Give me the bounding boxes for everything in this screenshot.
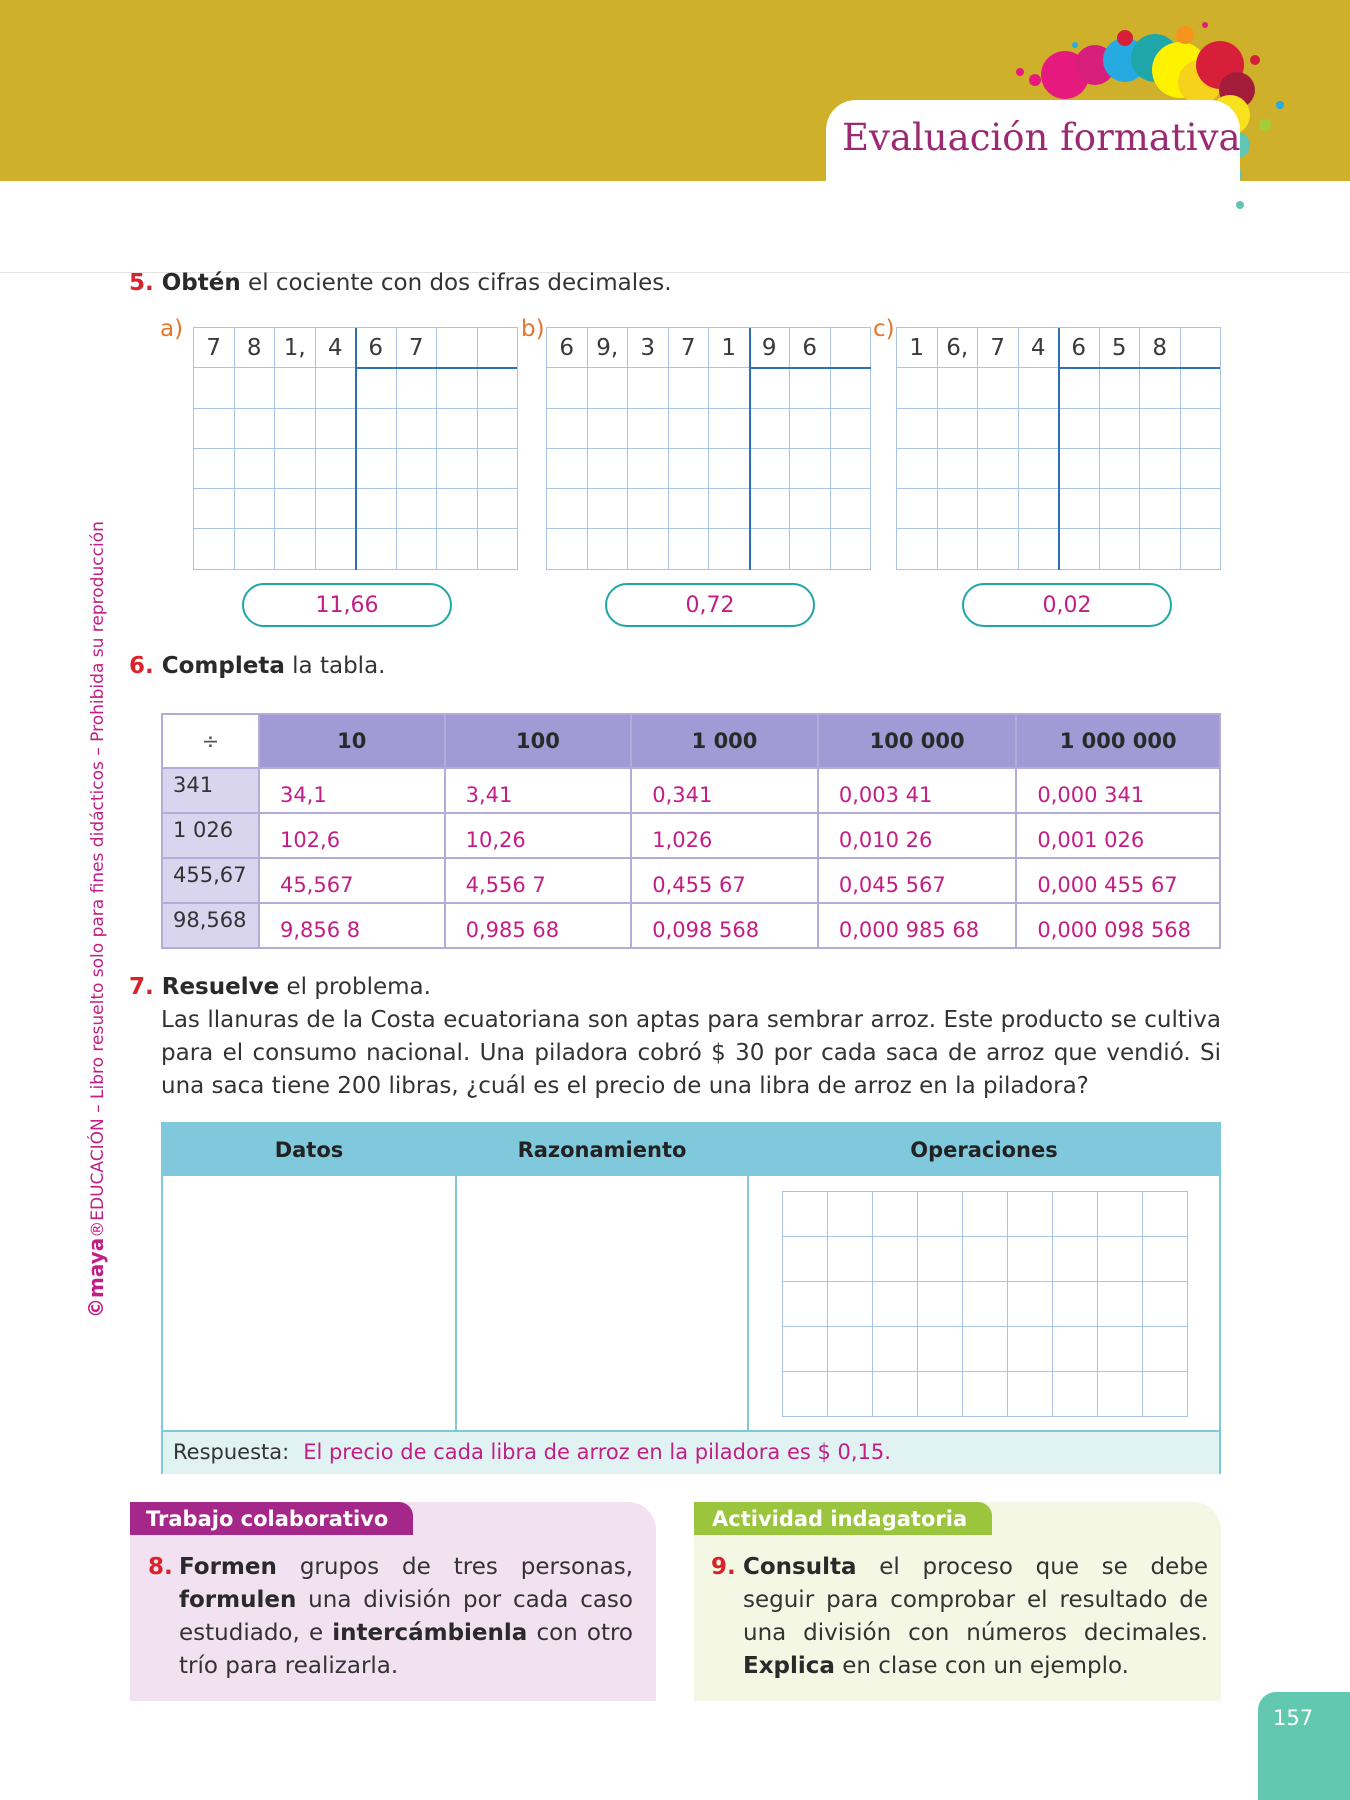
grid-cell: 9, <box>588 328 629 368</box>
column-header: 1 000 <box>631 714 818 768</box>
research-activity-tag: Actividad indagatoria <box>694 1502 992 1535</box>
division-bracket-vertical <box>749 328 751 570</box>
copyright-sidebar <box>84 521 108 1318</box>
grid-cell: 5 <box>1100 328 1141 368</box>
grid-cell: 6 <box>790 328 831 368</box>
grid-cell: 6 <box>547 328 588 368</box>
activity-verb: formulen <box>179 1587 297 1613</box>
activity-text: una división por cada caso estudiado, e <box>179 1587 633 1646</box>
grid-cell: 6 <box>356 328 397 368</box>
division-bracket-horizontal <box>355 367 517 369</box>
grid-cell: 7 <box>194 328 235 368</box>
row-header: 341 <box>162 768 259 813</box>
table-cell[interactable]: 0,000 341 <box>1016 768 1220 813</box>
question-text: el cociente con dos cifras decimales. <box>240 270 672 296</box>
page-number: 157 <box>1258 1692 1350 1800</box>
grid-cell: 6, <box>938 328 979 368</box>
grid-cell: 1 <box>709 328 750 368</box>
activity-text: grupos de tres personas, <box>276 1554 633 1580</box>
grid-cell: 9 <box>750 328 791 368</box>
grid-cell: 4 <box>316 328 357 368</box>
table-cell[interactable]: 10,26 <box>445 813 632 858</box>
table-cell[interactable]: 0,985 68 <box>445 903 632 948</box>
table-header-row <box>162 714 1220 768</box>
question-text: la tabla. <box>284 653 386 679</box>
activity-verb: Explica <box>743 1653 835 1679</box>
question-verb: Resuelve <box>161 974 280 1000</box>
maya-brand: ©maya <box>84 1237 108 1318</box>
grid-cell: 1 <box>897 328 938 368</box>
table-cell[interactable]: 0,010 26 <box>818 813 1017 858</box>
table-cell[interactable]: 0,000 455 67 <box>1016 858 1220 903</box>
header-razonamiento: Razonamiento <box>517 1138 687 1162</box>
column-header: 100 <box>445 714 632 768</box>
column-divider <box>455 1124 457 1430</box>
division-bracket-vertical <box>1058 328 1060 570</box>
copyright-text: ®EDUCACIÓN – Libro resuelto solo para fines didácticos – Prohibida su reproducción <box>88 521 108 1238</box>
activity-verb: Consulta <box>743 1554 857 1580</box>
header-datos: Datos <box>274 1138 344 1162</box>
grid-cell: 4 <box>1019 328 1060 368</box>
question-verb: Obtén <box>161 270 241 296</box>
table-cell[interactable]: 4,556 7 <box>445 858 632 903</box>
operations-grid[interactable] <box>782 1191 1188 1417</box>
division-bracket-vertical <box>355 328 357 570</box>
table-cell[interactable]: 0,001 026 <box>1016 813 1220 858</box>
question-5 <box>129 270 672 296</box>
problem-statement: Las llanuras de la Costa ecuatoriana son aptas para sembrar arroz. Este producto se cultiva para el consumo nacional. Una piladora cobró $ 30 por cada saca de arroz que vendió. Si una saca tiene 200 libras, ¿cuál es el precio de una libra de arroz en la piladora? <box>161 1007 1221 1099</box>
division-bracket-horizontal <box>1058 367 1220 369</box>
collaborative-work-tag: Trabajo colaborativo <box>130 1502 413 1535</box>
table-cell[interactable]: 9,856 8 <box>259 903 445 948</box>
table-row <box>162 768 1220 813</box>
grid-cell <box>437 328 478 368</box>
answer-text[interactable]: El precio de cada libra de arroz en la piladora es $ 0,15. <box>303 1440 891 1464</box>
table-cell[interactable]: 0,045 567 <box>818 858 1017 903</box>
division-grid-b[interactable] <box>546 327 871 570</box>
table-cell[interactable]: 45,567 <box>259 858 445 903</box>
table-cell[interactable]: 3,41 <box>445 768 632 813</box>
activity-verb: intercámbienla <box>332 1620 528 1646</box>
page-title: Evaluación formativa <box>842 116 1241 159</box>
question-6 <box>129 653 385 679</box>
division-symbol: ÷ <box>162 714 259 768</box>
activity-number: 8. <box>148 1554 173 1580</box>
table-row <box>162 813 1220 858</box>
division-grid-c[interactable] <box>896 327 1221 570</box>
row-header: 455,67 <box>162 858 259 903</box>
question-number: 6. <box>129 653 154 679</box>
grid-cell <box>831 328 872 368</box>
question-number: 5. <box>129 270 154 296</box>
table-cell[interactable]: 102,6 <box>259 813 445 858</box>
row-header: 1 026 <box>162 813 259 858</box>
grid-cell <box>478 328 519 368</box>
division-grid-a[interactable] <box>193 327 518 570</box>
activity-text: con otro trío para realizarla. <box>179 1620 633 1679</box>
answer-pill-a[interactable]: 11,66 <box>242 583 452 627</box>
grid-cell: 7 <box>397 328 438 368</box>
table-cell[interactable]: 0,455 67 <box>631 858 818 903</box>
column-header: 10 <box>259 714 445 768</box>
table-cell[interactable]: 0,341 <box>631 768 818 813</box>
grid-cell: 3 <box>628 328 669 368</box>
table-row <box>162 858 1220 903</box>
table-cell[interactable]: 0,098 568 <box>631 903 818 948</box>
row-header: 98,568 <box>162 903 259 948</box>
grid-cell <box>1181 328 1222 368</box>
activity-9 <box>711 1551 1208 1683</box>
question-number: 7. <box>129 974 154 1000</box>
division-bracket-horizontal <box>749 367 871 369</box>
grid-cell: 7 <box>669 328 710 368</box>
grid-cell: 8 <box>235 328 276 368</box>
activity-8 <box>148 1551 633 1683</box>
division-label-b: b) <box>521 316 545 342</box>
activity-text: el proceso que se debe seguir para comprobar el resultado de una división con números decimales. <box>743 1554 1208 1646</box>
table-cell[interactable]: 0,000 098 568 <box>1016 903 1220 948</box>
table-cell[interactable]: 0,000 985 68 <box>818 903 1017 948</box>
table-cell[interactable]: 34,1 <box>259 768 445 813</box>
question-7 <box>129 974 431 1000</box>
grid-cell: 7 <box>978 328 1019 368</box>
grid-cell: 6 <box>1059 328 1100 368</box>
table-cell[interactable]: 0,003 41 <box>818 768 1017 813</box>
division-label-c: c) <box>873 316 895 342</box>
answer-pill-b[interactable]: 0,72 <box>605 583 815 627</box>
answer-label: Respuesta: <box>173 1440 290 1464</box>
grid-cell: 8 <box>1140 328 1181 368</box>
column-divider <box>747 1124 749 1430</box>
division-table <box>161 713 1221 949</box>
division-label-a: a) <box>160 316 184 342</box>
column-header: 1 000 000 <box>1016 714 1220 768</box>
problem-solving-table <box>161 1122 1221 1474</box>
activity-text: en clase con un ejemplo. <box>834 1653 1129 1679</box>
grid-cell: 1, <box>275 328 316 368</box>
table-row <box>162 903 1220 948</box>
question-verb: Completa <box>161 653 285 679</box>
answer-row <box>163 1430 1219 1474</box>
header-operaciones: Operaciones <box>910 1138 1058 1162</box>
question-text: el problema. <box>279 974 431 1000</box>
table-cell[interactable]: 1,026 <box>631 813 818 858</box>
activity-verb: Formen <box>179 1554 277 1580</box>
activity-number: 9. <box>711 1554 736 1580</box>
answer-pill-c[interactable]: 0,02 <box>962 583 1172 627</box>
column-header: 100 000 <box>818 714 1017 768</box>
